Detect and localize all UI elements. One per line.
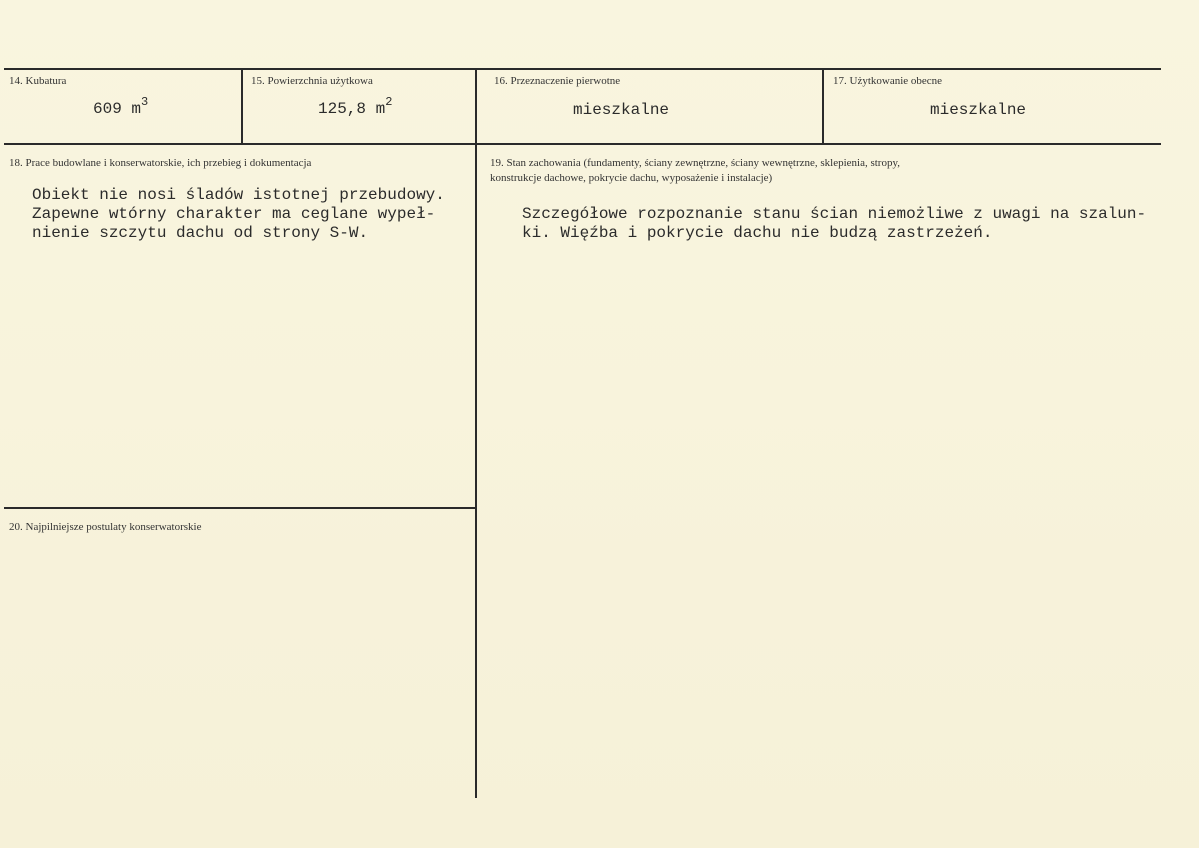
powierzchnia-number: 125,8 m [318,100,386,118]
divider-16-17 [822,68,824,145]
left-section-rule [4,507,476,509]
row1-bottom-rule [4,143,1161,145]
przeznaczenie-label: 16. Przeznaczenie pierwotne [494,75,621,87]
kubatura-value [93,95,149,118]
divider-15-16 [475,68,477,798]
prace-text: Obiekt nie nosi śladów istotnej przebudowy. Zapewne wtórny charakter ma ceglane wypeł- nienie szczytu dachu od strony S-W. [32,186,445,242]
stan-text: Szczegółowe rozpoznanie stanu ścian niemożliwe z uwagi na szalun- ki. Więźba i pokrycie dachu nie budzą zastrzeżeń. [522,205,1147,242]
stan-label-line1: 19. Stan zachowania (fundamenty, ściany zewnętrzne, ściany wewnętrzne, sklepienia, stropy, [490,157,901,169]
uzytkowanie-label: 17. Użytkowanie obecne [833,75,943,87]
powierzchnia-label: 15. Powierzchnia użytkowa [251,75,373,87]
powierzchnia-value [318,95,393,118]
postulaty-label: 20. Najpilniejsze postulaty konserwatorskie [9,521,202,533]
top-rule [4,68,1161,70]
kubatura-label: 14. Kubatura [9,75,67,87]
kubatura-exponent: 3 [141,95,149,109]
divider-14-15 [241,68,243,145]
stan-label-line2: konstrukcje dachowe, pokrycie dachu, wyposażenie i instalacje) [490,172,773,184]
przeznaczenie-value: mieszkalne [573,101,670,119]
powierzchnia-exponent: 2 [385,95,393,109]
kubatura-number: 609 m [93,100,142,118]
prace-label: 18. Prace budowlane i konserwatorskie, ich przebieg i dokumentacja [9,157,312,169]
uzytkowanie-value: mieszkalne [930,101,1027,119]
